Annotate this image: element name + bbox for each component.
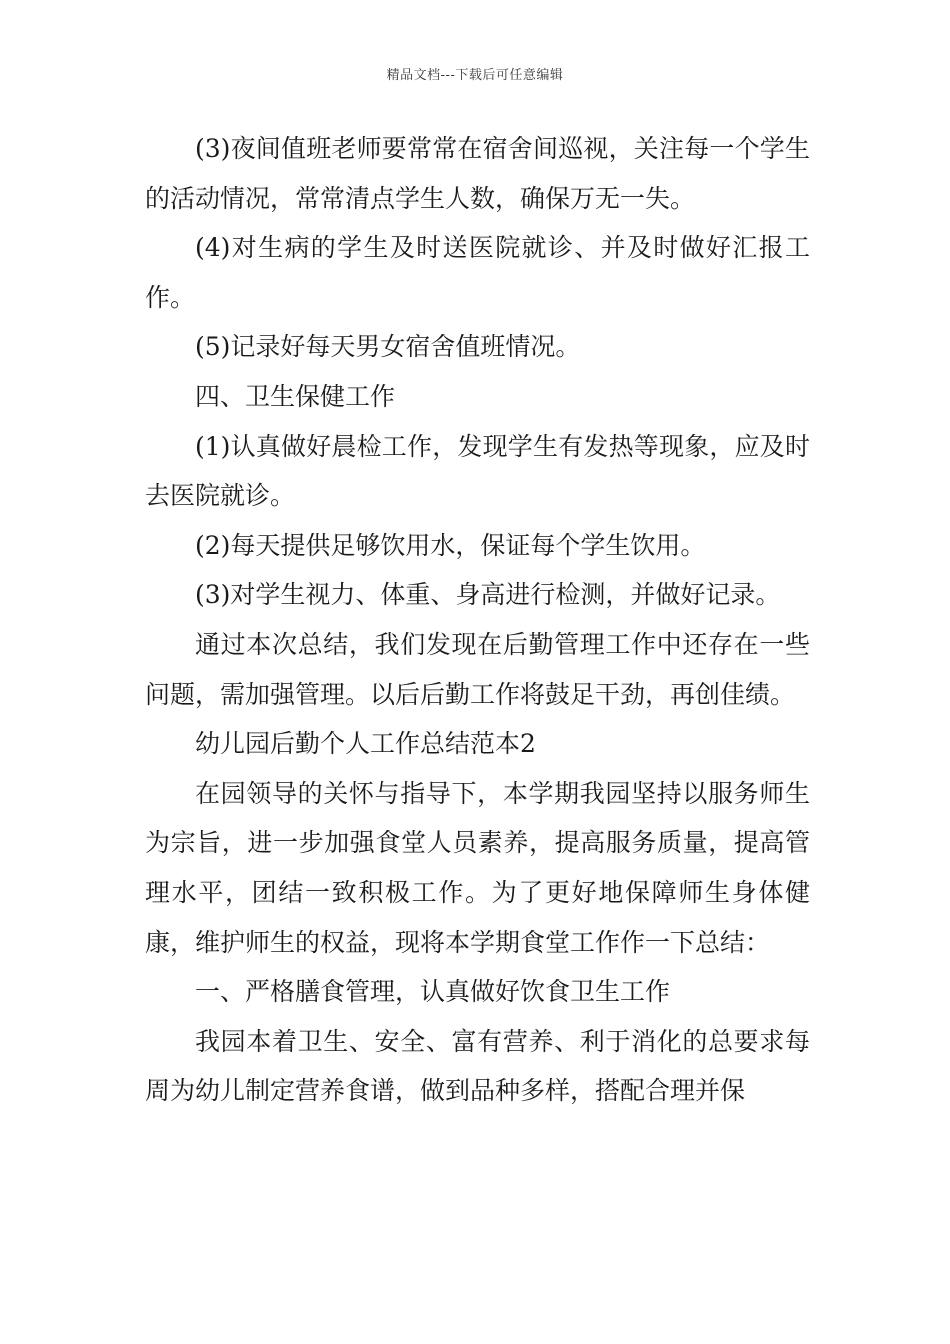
document-body bbox=[145, 124, 810, 1116]
paragraph-drinking-water: (2)每天提供足够饮用水，保证每个学生饮用。 bbox=[195, 530, 706, 560]
page-header: 精品文档---下载后可任意编辑 bbox=[386, 68, 564, 83]
paragraph-intro: 在园领导的关怀与指导下，本学期我园坚持以服务师生为宗旨，进一步加强食堂人员素养，提高服务质量，提高管理水平，团结一致积极工作。为了更好地保障师生身体健康，维护师生的权益，现将本学期食堂工作作一下总结： bbox=[145, 778, 810, 957]
paragraph-summary: 通过本次总结，我们发现在后勤管理工作中还存在一些问题，需加强管理。以后后勤工作将鼓足干劲，再创佳绩。 bbox=[145, 629, 810, 709]
paragraph-sick-students: (4)对生病的学生及时送医院就诊、并及时做好汇报工作。 bbox=[145, 233, 810, 312]
paragraph-health-testing: (3)对学生视力、体重、身高进行检测，并做好记录。 bbox=[195, 580, 781, 610]
section-heading-diet: 一、严格膳食管理，认真做好饮食卫生工作 bbox=[195, 977, 671, 1007]
paragraph-morning-check: (1)认真做好晨检工作，发现学生有发热等现象，应及时去医院就诊。 bbox=[145, 431, 810, 511]
section-heading-health: 四、卫生保健工作 bbox=[195, 381, 396, 411]
paragraph-diet-requirements: 我园本着卫生、安全、富有营养、利于消化的总要求每周为幼儿制定营养食谱，做到品种多样，搭配合理并保 bbox=[145, 1026, 810, 1106]
paragraph-night-patrol: (3)夜间值班老师要常常在宿舍间巡视，关注每一个学生的活动情况，常常清点学生人数，确保万无一失。 bbox=[145, 134, 810, 213]
document-subtitle: 幼儿园后勤个人工作总结范本2 bbox=[195, 729, 536, 759]
paragraph-duty-record: (5)记录好每天男女宿舍值班情况。 bbox=[195, 332, 581, 362]
